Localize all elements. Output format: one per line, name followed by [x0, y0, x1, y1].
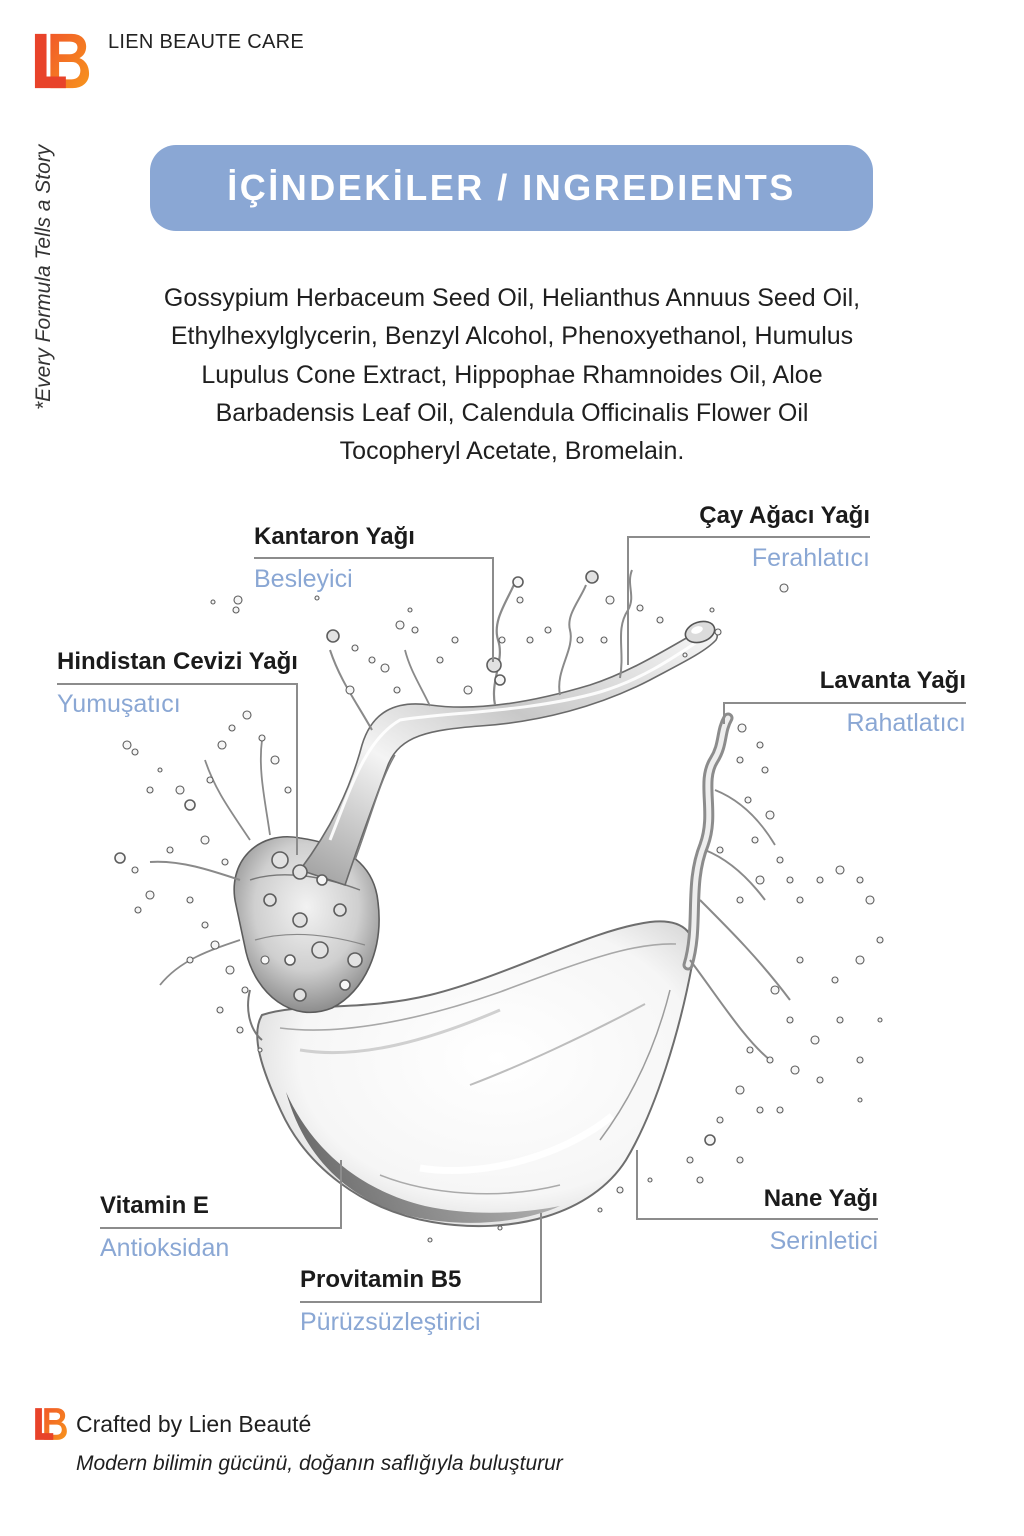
- water-droplet: [233, 607, 239, 613]
- water-droplet: [293, 865, 307, 879]
- water-droplet: [705, 1135, 715, 1145]
- ingredient-name: Çay Ağacı Yağı: [699, 502, 870, 529]
- callout-kantaron-yagi: [254, 523, 554, 594]
- water-droplet: [527, 637, 533, 643]
- water-droplet: [394, 687, 400, 693]
- water-droplet: [791, 1066, 799, 1074]
- footer-slogan: Modern bilimin gücünü, doğanın saflığıyla buluşturur: [76, 1452, 563, 1475]
- water-droplet: [577, 637, 583, 643]
- water-droplet: [234, 596, 242, 604]
- water-droplet: [766, 811, 774, 819]
- water-droplet: [757, 1107, 763, 1113]
- splash-tip-drop: [683, 618, 718, 646]
- splash-spray: [620, 570, 632, 678]
- water-droplet: [135, 907, 141, 913]
- water-droplet: [606, 596, 614, 604]
- water-droplet: [777, 857, 783, 863]
- ingredients-line: Barbadensis Leaf Oil, Calendula Officinalis Flower Oil: [215, 398, 809, 427]
- water-droplet: [487, 658, 501, 672]
- water-droplet: [261, 956, 269, 964]
- water-droplet: [657, 617, 663, 623]
- water-droplet: [856, 956, 864, 964]
- water-droplet: [226, 966, 234, 974]
- water-droplet: [710, 608, 714, 612]
- splash-right-stream: [688, 718, 728, 965]
- ingredients-line: Lupulus Cone Extract, Hippophae Rhamnoides Oil, Aloe: [201, 360, 823, 389]
- water-droplet: [499, 637, 505, 643]
- ingredient-name: Nane Yağı: [763, 1185, 878, 1212]
- ingredient-name: Hindistan Cevizi Yağı: [57, 648, 298, 675]
- water-droplet: [217, 1007, 223, 1013]
- water-droplet: [697, 1177, 703, 1183]
- callout-hindistan-cevizi-yagi: [57, 648, 357, 719]
- water-droplet: [857, 1057, 863, 1063]
- water-droplet: [866, 896, 874, 904]
- water-droplet: [767, 1057, 773, 1063]
- water-droplet: [237, 1027, 243, 1033]
- water-droplet: [428, 1238, 432, 1242]
- ingredient-name: Vitamin E: [100, 1192, 209, 1219]
- water-droplet: [495, 675, 505, 685]
- splash-turbulence: [255, 935, 365, 945]
- water-droplet: [132, 749, 138, 755]
- brand-name: LIEN BEAUTE CARE: [108, 31, 304, 53]
- ingredient-benefit: Besleyici: [254, 565, 353, 593]
- water-droplet: [601, 637, 607, 643]
- water-droplet: [877, 937, 883, 943]
- water-droplet: [737, 1157, 743, 1163]
- splash-spray: [405, 650, 430, 706]
- water-droplet: [836, 866, 844, 874]
- water-droplet: [211, 941, 219, 949]
- water-droplet: [264, 894, 276, 906]
- water-droplet: [762, 767, 768, 773]
- splash-spray: [715, 790, 775, 845]
- splash-upper-arm: [300, 631, 717, 885]
- water-droplet: [285, 787, 291, 793]
- water-droplet: [715, 629, 721, 635]
- water-droplet: [211, 600, 215, 604]
- water-droplet: [747, 1047, 753, 1053]
- lb-logo-icon: [34, 1407, 68, 1441]
- water-droplet: [756, 876, 764, 884]
- water-droplet: [412, 627, 418, 633]
- splash-spray: [150, 862, 240, 880]
- water-droplet: [737, 897, 743, 903]
- water-droplet: [158, 768, 162, 772]
- water-droplet: [797, 957, 803, 963]
- splash-spray: [160, 940, 240, 985]
- water-droplet: [123, 741, 131, 749]
- water-droplet: [637, 605, 643, 611]
- water-droplet: [369, 657, 375, 663]
- water-droplet: [115, 853, 125, 863]
- water-droplet: [545, 627, 551, 633]
- water-droplet: [452, 637, 458, 643]
- water-droplet: [207, 777, 213, 783]
- water-droplet: [132, 867, 138, 873]
- water-droplet: [857, 877, 863, 883]
- callout-provitamin-b5: [300, 1266, 600, 1337]
- water-droplet: [752, 837, 758, 843]
- water-droplet: [498, 1226, 502, 1230]
- water-droplet: [717, 1117, 723, 1123]
- water-droplet: [437, 657, 443, 663]
- ingredient-name: Kantaron Yağı: [254, 523, 415, 550]
- splash-tip-shine: [690, 625, 704, 635]
- water-droplet: [683, 653, 687, 657]
- water-droplet: [878, 1018, 882, 1022]
- splash-spray: [705, 850, 765, 900]
- water-droplet: [787, 877, 793, 883]
- water-droplet: [832, 977, 838, 983]
- water-droplet: [780, 584, 788, 592]
- water-droplet: [817, 1077, 823, 1083]
- water-droplet: [176, 786, 184, 794]
- water-droplet: [811, 1036, 819, 1044]
- water-droplet: [327, 630, 339, 642]
- water-droplet: [396, 621, 404, 629]
- water-droplet: [272, 852, 288, 868]
- water-droplet: [771, 986, 779, 994]
- water-droplet: [837, 1017, 843, 1023]
- water-droplet: [464, 686, 472, 694]
- callout-lavanta-yagi: [666, 667, 966, 738]
- lb-logo-icon: [33, 31, 91, 91]
- splash-spray: [559, 585, 586, 695]
- water-droplet: [648, 1178, 652, 1182]
- splash-spray: [690, 960, 770, 1060]
- water-droplet: [202, 922, 208, 928]
- splash-link: [248, 990, 262, 1040]
- splash-spray: [494, 580, 516, 705]
- water-droplet: [745, 797, 751, 803]
- water-droplet: [187, 957, 193, 963]
- water-droplet: [348, 953, 362, 967]
- ingredients-line: Gossypium Herbaceum Seed Oil, Helianthus Annuus Seed Oil,: [163, 284, 861, 312]
- splash-rim-highlight: [300, 1010, 500, 1053]
- vertical-tagline: *Every Formula Tells a Story: [32, 144, 55, 410]
- water-droplet: [185, 800, 195, 810]
- water-droplet: [218, 741, 226, 749]
- water-droplet: [294, 989, 306, 1001]
- water-droplet: [381, 664, 389, 672]
- water-droplet: [736, 1086, 744, 1094]
- water-droplet: [167, 847, 173, 853]
- water-droplet: [187, 897, 193, 903]
- splash-left-cluster: [234, 837, 379, 1013]
- water-droplet: [229, 725, 235, 731]
- ingredient-benefit: Antioksidan: [100, 1234, 230, 1262]
- crafted-by-text: Crafted by Lien Beauté: [76, 1411, 312, 1437]
- water-droplet: [258, 1048, 262, 1052]
- water-droplet: [777, 1107, 783, 1113]
- splash-spray: [261, 740, 270, 835]
- water-droplet: [242, 987, 248, 993]
- water-droplet: [315, 596, 319, 600]
- water-droplet: [334, 904, 346, 916]
- callout-cay-agaci-yagi: [570, 502, 870, 573]
- ingredients-line: Tocopheryl Acetate, Bromelain.: [339, 437, 685, 466]
- ingredient-benefit: Rahatlatıcı: [846, 709, 966, 737]
- ingredients-banner: [150, 145, 873, 231]
- water-droplet: [517, 597, 523, 603]
- water-droplet: [717, 847, 723, 853]
- water-droplet: [787, 1017, 793, 1023]
- callout-vitamin-e: [100, 1192, 400, 1263]
- water-droplet: [259, 735, 265, 741]
- callout-nane-yagi: [578, 1185, 878, 1256]
- water-droplet: [797, 897, 803, 903]
- water-droplet: [147, 787, 153, 793]
- splash-highlight: [330, 640, 700, 840]
- water-droplet: [293, 913, 307, 927]
- ingredient-benefit: Serinletici: [769, 1227, 878, 1255]
- ingredient-benefit: Ferahlatıcı: [751, 544, 870, 572]
- splash-reflection: [420, 1116, 612, 1171]
- splash-turbulence: [250, 875, 360, 890]
- ingredient-name: Lavanta Yağı: [819, 667, 966, 694]
- splash-reflection: [470, 1004, 645, 1085]
- ingredients-line: Ethylhexylglycerin, Benzyl Alcohol, Phenoxyethanol, Humulus: [170, 322, 854, 351]
- water-droplet: [201, 836, 209, 844]
- water-droplet: [757, 742, 763, 748]
- water-droplet: [222, 859, 228, 865]
- ingredient-benefit: Yumuşatıcı: [57, 690, 181, 718]
- splash-ridge: [355, 755, 395, 860]
- splash-reflection: [600, 990, 670, 1140]
- water-droplet: [271, 756, 279, 764]
- banner-title: İÇİNDEKİLER / INGREDIENTS: [227, 167, 796, 208]
- splash-right-stream-core: [688, 718, 728, 965]
- splash-spray: [205, 760, 250, 840]
- ingredients-list: [62, 279, 962, 470]
- water-droplet: [285, 955, 295, 965]
- splash-rim-line: [280, 944, 676, 1030]
- ingredient-benefit: Pürüzsüzleştirici: [300, 1308, 481, 1336]
- splash-bowl: [257, 921, 694, 1226]
- water-droplet: [146, 891, 154, 899]
- water-droplet: [858, 1098, 862, 1102]
- water-droplet: [312, 942, 328, 958]
- splash-spray: [700, 900, 790, 1000]
- water-droplet: [408, 608, 412, 612]
- ingredient-name: Provitamin B5: [300, 1266, 462, 1293]
- water-droplet: [737, 757, 743, 763]
- water-droplet: [817, 877, 823, 883]
- water-droplet: [340, 980, 350, 990]
- water-droplet: [687, 1157, 693, 1163]
- water-droplet: [317, 875, 327, 885]
- splash-reflection: [380, 1175, 560, 1194]
